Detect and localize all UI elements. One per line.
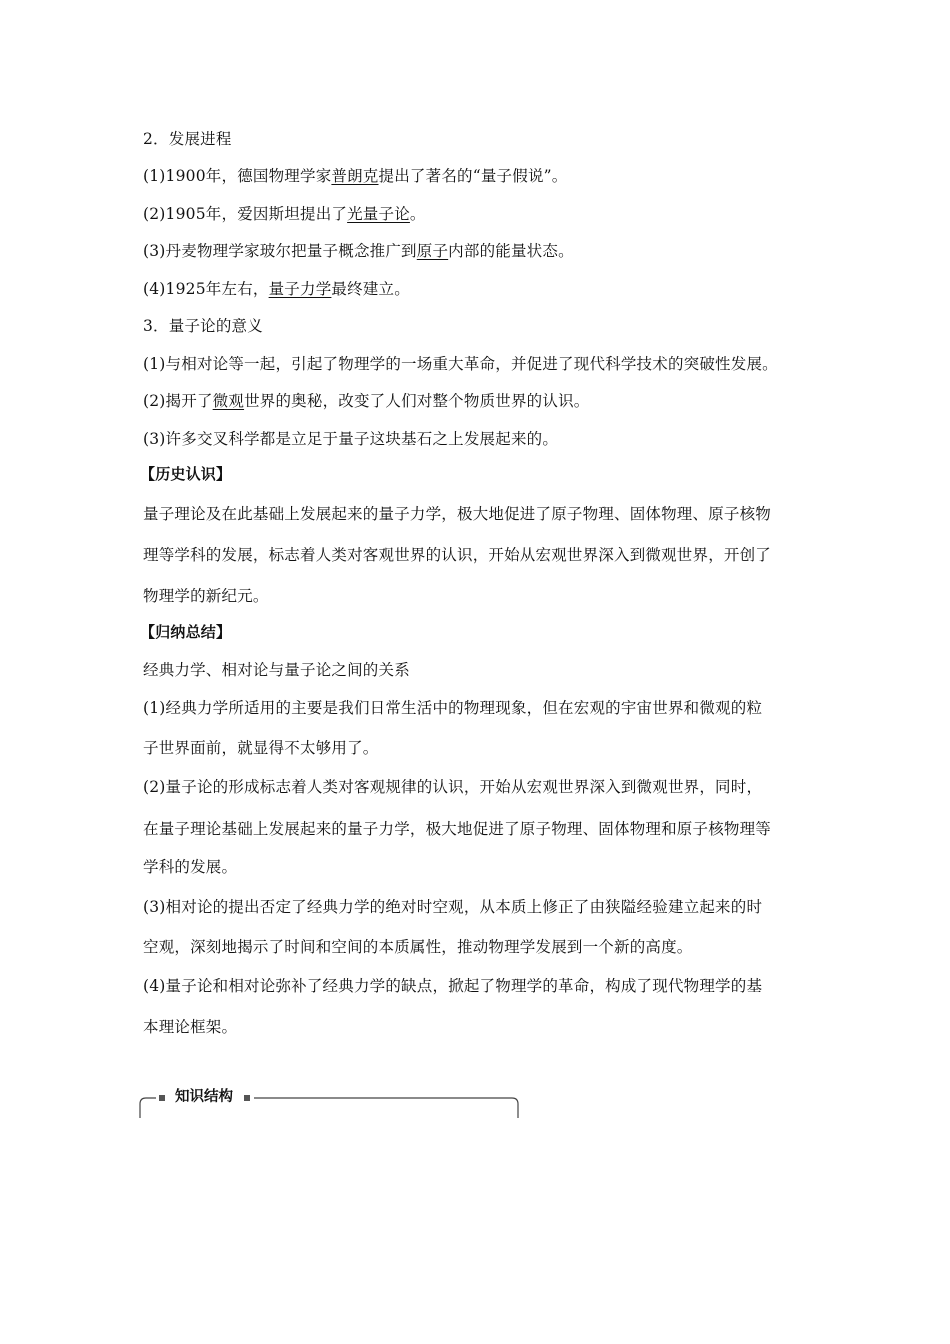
item-text: 。: [409, 205, 426, 223]
underlined-answer: 光量子论: [347, 205, 410, 223]
summary-line: 学科的发展。: [143, 858, 238, 876]
summary-line: 在量子理论基础上发展起来的量子力学，极大地促进了原子物理、固体物理和原子核物理等: [143, 820, 772, 838]
summary-line: 子世界面前，就显得不太够用了。: [143, 739, 379, 757]
section-2-item-4: [143, 278, 410, 300]
summary-label: 【归纳总结】: [140, 623, 232, 641]
section-2-item-2: [143, 203, 426, 225]
summary-line: 本理论框架。: [143, 1018, 238, 1036]
section-3-item-2: [143, 390, 589, 412]
item-text: (2)1905年，爱因斯坦提出了: [143, 205, 348, 223]
knowledge-structure-title: 知识结构: [172, 1088, 236, 1106]
section-3-title: 3．量子论的意义: [143, 317, 263, 335]
section-3-item-3: (3)许多交叉科学都是立足于量子这块基石之上发展起来的。: [143, 430, 559, 448]
summary-line: (1)经典力学所适用的主要是我们日常生活中的物理现象，但在宏观的宇宙世界和微观的粒: [143, 699, 763, 717]
item-text: 内部的能量状态。: [448, 242, 574, 260]
underlined-answer: 量子力学: [268, 280, 332, 298]
item-text: 最终建立。: [331, 280, 410, 298]
item-text: (3)丹麦物理学家玻尔把量子概念推广到: [143, 242, 417, 260]
underlined-answer: 原子: [416, 242, 449, 260]
history-line: 量子理论及在此基础上发展起来的量子力学，极大地促进了原子物理、固体物理、原子核物: [143, 505, 772, 523]
summary-line: 空观，深刻地揭示了时间和空间的本质属性，推动物理学发展到一个新的高度。: [143, 938, 693, 956]
history-line: 物理学的新纪元。: [143, 587, 269, 605]
summary-line: (3)相对论的提出否定了经典力学的绝对时空观，从本质上修正了由狭隘经验建立起来的时: [143, 898, 763, 916]
item-text: (2)揭开了: [143, 392, 213, 410]
underlined-answer: 微观: [212, 392, 245, 410]
section-2-item-3: [143, 240, 574, 262]
section-3-item-1: (1)与相对论等一起，引起了物理学的一场重大革命，并促进了现代科学技术的突破性发展。: [143, 355, 778, 373]
summary-line: (2)量子论的形成标志着人类对客观规律的认识，开始从宏观世界深入到微观世界，同时，: [143, 778, 763, 796]
item-text: (4)1925年左右，: [143, 280, 269, 298]
item-text: 提出了著名的“量子假说”。: [378, 167, 568, 185]
knowledge-structure-box: [138, 1088, 520, 1122]
summary-line: (4)量子论和相对论弥补了经典力学的缺点，掀起了物理学的革命，构成了现代物理学的基: [143, 977, 763, 995]
history-label: 【历史认识】: [140, 465, 232, 483]
item-text: 世界的奥秘，改变了人们对整个物质世界的认识。: [244, 392, 590, 410]
history-line: 理等学科的发展，标志着人类对客观世界的认识，开始从宏观世界深入到微观世界，开创了: [143, 546, 772, 564]
item-text: (1)1900年，德国物理学家: [143, 167, 332, 185]
underlined-answer: 普朗克: [331, 167, 379, 185]
summary-subtitle: 经典力学、相对论与量子论之间的关系: [143, 661, 410, 679]
section-2-item-1: [143, 165, 567, 187]
section-2-title: 2．发展进程: [143, 130, 232, 148]
